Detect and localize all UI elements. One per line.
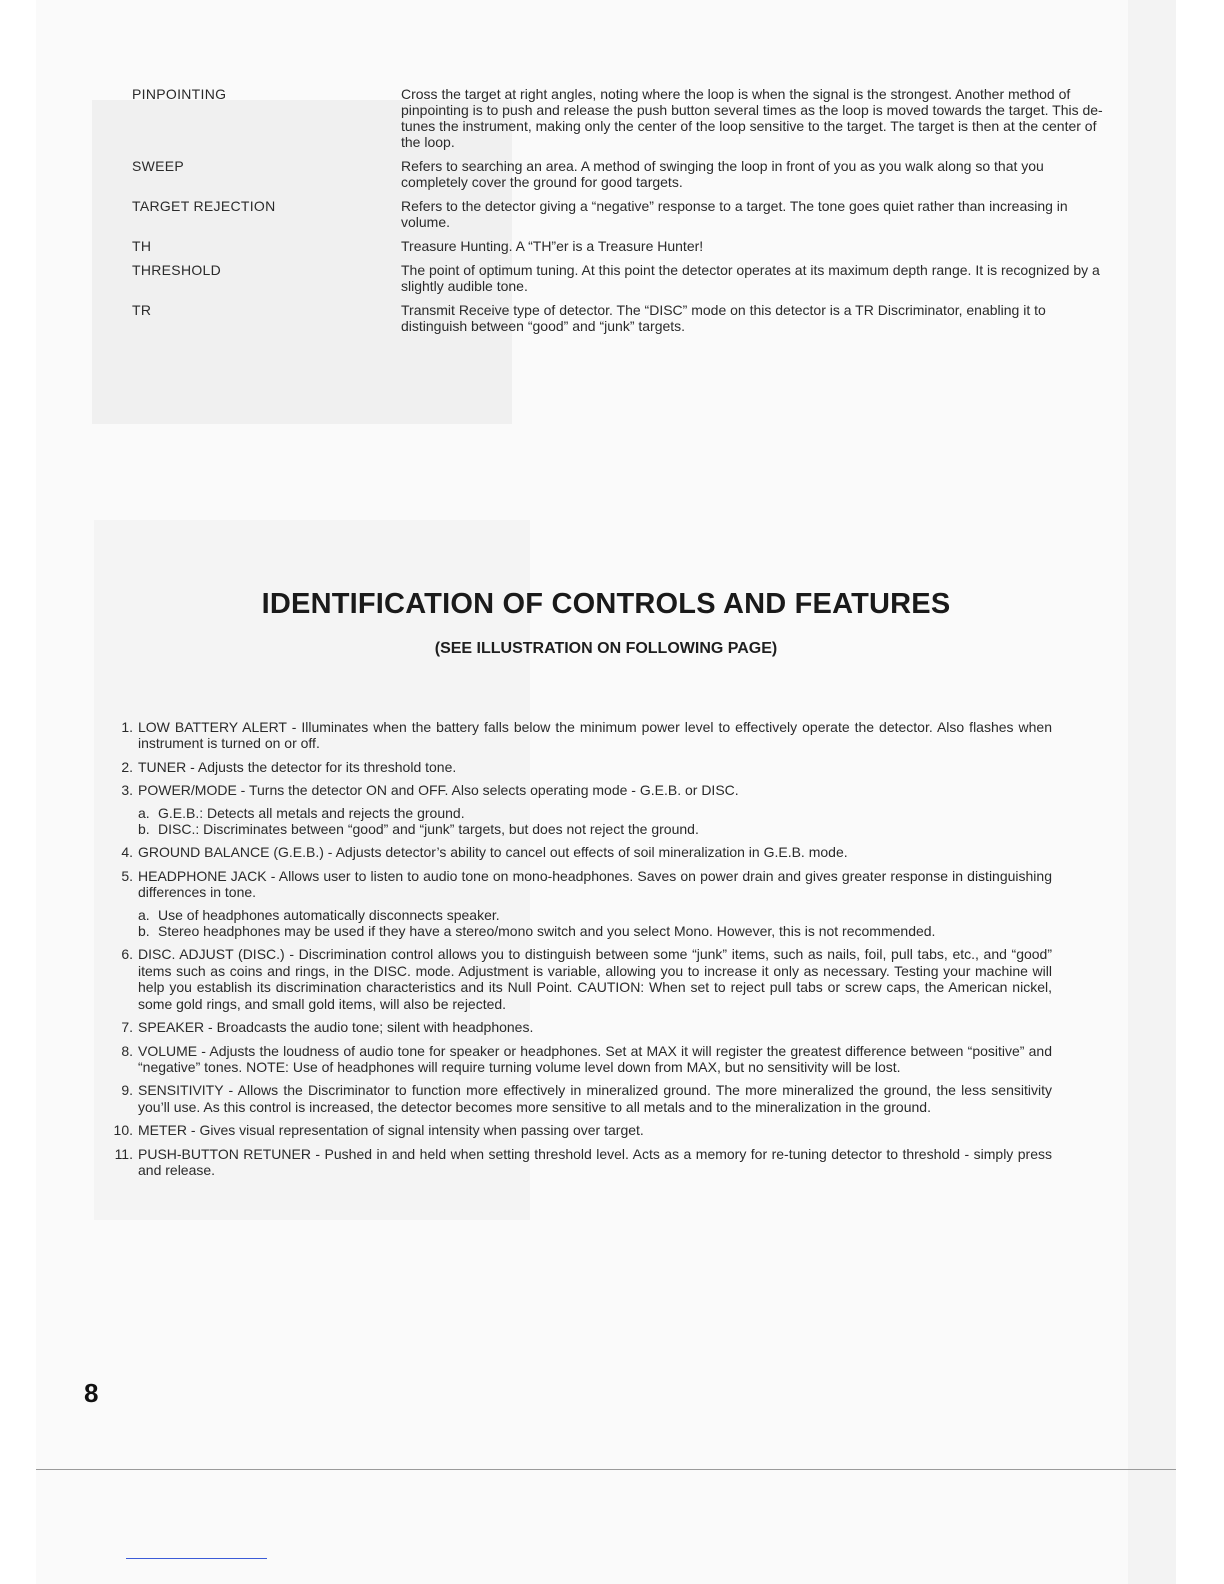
control-item	[106, 1043, 1052, 1076]
glossary-term: SWEEP	[132, 158, 185, 174]
control-number: 2.	[121, 758, 133, 775]
scan-edge-line	[126, 1558, 267, 1559]
control-item	[106, 868, 1052, 940]
glossary-definition: The point of optimum tuning. At this point the detector operates at its maximum depth range. It is recognized by a slightly audible tone.	[401, 262, 1100, 294]
control-description: HEADPHONE JACK - Allows user to listen to audio tone on mono-headphones. Saves on power drain and gives greater response in distinguishing differences in tone.	[138, 867, 1052, 901]
glossary-term: TH	[132, 238, 152, 254]
section-title: IDENTIFICATION OF CONTROLS AND FEATURES	[261, 588, 951, 620]
control-item	[106, 1122, 1052, 1138]
control-item	[106, 844, 1052, 860]
control-number: 8.	[121, 1042, 133, 1059]
control-description: PUSH-BUTTON RETUNER - Pushed in and held when setting threshold level. Acts as a memory for re-tuning detector to threshold - simply press and release.	[138, 1145, 1052, 1178]
control-number: 9.	[121, 1082, 133, 1099]
subitem-letter: b.	[138, 923, 150, 940]
control-number: 10.	[113, 1122, 133, 1139]
control-description: LOW BATTERY ALERT - Illuminates when the battery falls below the minimum power level to effectively operate the detector. Also flashes when instrument is turned on or off.	[138, 719, 1052, 752]
glossary-entry	[132, 158, 1112, 190]
control-sublist	[138, 907, 1052, 940]
control-number: 7.	[121, 1019, 133, 1036]
control-number: 3.	[121, 782, 133, 799]
section-subtitle: (SEE ILLUSTRATION ON FOLLOWING PAGE)	[434, 640, 778, 657]
glossary-definition: Cross the target at right angles, noting where the loop is when the signal is the strongest. Another method of pinpointing is to push and release the push button several times as the loop is moved towards the target. This de-tunes the instrument, making only the center of the loop sensitive to the target. The target is then at the center of the loop.	[401, 86, 1103, 150]
control-item	[106, 1019, 1052, 1035]
control-number: 1.	[121, 719, 133, 735]
control-item	[106, 1146, 1052, 1179]
control-description-wrapper	[138, 782, 1052, 837]
subitem-text: Stereo headphones may be used if they have a stereo/mono switch and you select Mono. However, this is not recommended.	[158, 923, 936, 940]
glossary-entry	[132, 238, 1112, 254]
glossary-entry	[132, 198, 1112, 230]
control-description: METER - Gives visual representation of signal intensity when passing over target.	[138, 1122, 644, 1139]
glossary-entry	[132, 262, 1112, 294]
glossary-term: TARGET REJECTION	[132, 198, 276, 214]
glossary-entry	[132, 86, 1112, 150]
manual-page	[36, 0, 1176, 1584]
control-subitem	[138, 821, 1052, 837]
control-item	[106, 1082, 1052, 1115]
control-description-wrapper	[138, 868, 1052, 940]
subitem-text: Use of headphones automatically disconnects speaker.	[158, 906, 500, 923]
control-description: VOLUME - Adjusts the loudness of audio tone for speaker or headphones. Set at MAX it will register the greatest difference between “positive” and “negative” tones. NOTE: Use of headphones will require turning volume level down from MAX, but no sensitivity will be lost.	[138, 1042, 1052, 1075]
control-item	[106, 946, 1052, 1012]
bottom-rule-divider	[36, 1469, 1176, 1470]
control-sublist	[138, 805, 1052, 838]
control-item	[106, 719, 1052, 752]
subitem-letter: b.	[138, 821, 150, 838]
control-number: 5.	[121, 867, 133, 884]
control-item	[106, 782, 1052, 837]
control-description: DISC. ADJUST (DISC.) - Discrimination control allows you to distinguish between some “junk” items, such as nails, foil, pull tabs, etc., and “good” items such as coins and rings, in the DISC. mode. Adjustment is variable, allowing you to increase it only as necessary. Testing your machine will help you establish its discrimination characteristics and its Null Point. CAUTION: When set to reject pull tabs or screw caps, the American nickel, some gold rings, and small gold items, will also be rejected.	[138, 946, 1052, 1012]
subitem-text: G.E.B.: Detects all metals and rejects the ground.	[158, 804, 465, 821]
control-subitem	[138, 805, 1052, 821]
glossary-definition: Refers to searching an area. A method of swinging the loop in front of you as you walk along so that you completely cover the ground for good targets.	[401, 158, 1044, 190]
controls-list	[106, 719, 1052, 1185]
control-number: 4.	[121, 844, 133, 861]
control-description: TUNER - Adjusts the detector for its threshold tone.	[138, 758, 457, 775]
subitem-letter: a.	[138, 906, 150, 923]
control-subitem	[138, 923, 1052, 939]
control-description: POWER/MODE - Turns the detector ON and OFF. Also selects operating mode - G.E.B. or DISC.	[138, 782, 739, 799]
glossary-definition: Transmit Receive type of detector. The “DISC” mode on this detector is a TR Discriminator, enabling it to distinguish between “good” and “junk” targets.	[401, 302, 1046, 334]
glossary-entry	[132, 302, 1112, 334]
glossary-list	[132, 86, 1112, 342]
control-description: SENSITIVITY - Allows the Discriminator to function more effectively in mineralized ground. The more mineralized the ground, the less sensitivity you’ll use. As this control is increased, the detector becomes more sensitive to all metals and to the mineralization in the ground.	[138, 1082, 1052, 1115]
page-number: 8	[84, 1378, 99, 1408]
subitem-letter: a.	[138, 804, 150, 821]
control-item	[106, 759, 1052, 775]
glossary-term: THRESHOLD	[132, 262, 222, 278]
glossary-term: TR	[132, 302, 152, 318]
page-edge-shadow	[1128, 0, 1176, 1584]
control-subitem	[138, 907, 1052, 923]
glossary-definition: Treasure Hunting. A “TH”er is a Treasure Hunter!	[401, 238, 704, 254]
glossary-term: PINPOINTING	[132, 86, 227, 102]
control-number: 11.	[114, 1145, 133, 1162]
subitem-text: DISC.: Discriminates between “good” and “junk” targets, but does not reject the ground.	[158, 821, 699, 838]
glossary-definition: Refers to the detector giving a “negative” response to a target. The tone goes quiet rather than increasing in volume.	[401, 198, 1068, 230]
control-description: SPEAKER - Broadcasts the audio tone; silent with headphones.	[138, 1019, 534, 1036]
control-description: GROUND BALANCE (G.E.B.) - Adjusts detector’s ability to cancel out effects of soil mineralization in G.E.B. mode.	[138, 844, 848, 861]
control-number: 6.	[121, 946, 133, 963]
